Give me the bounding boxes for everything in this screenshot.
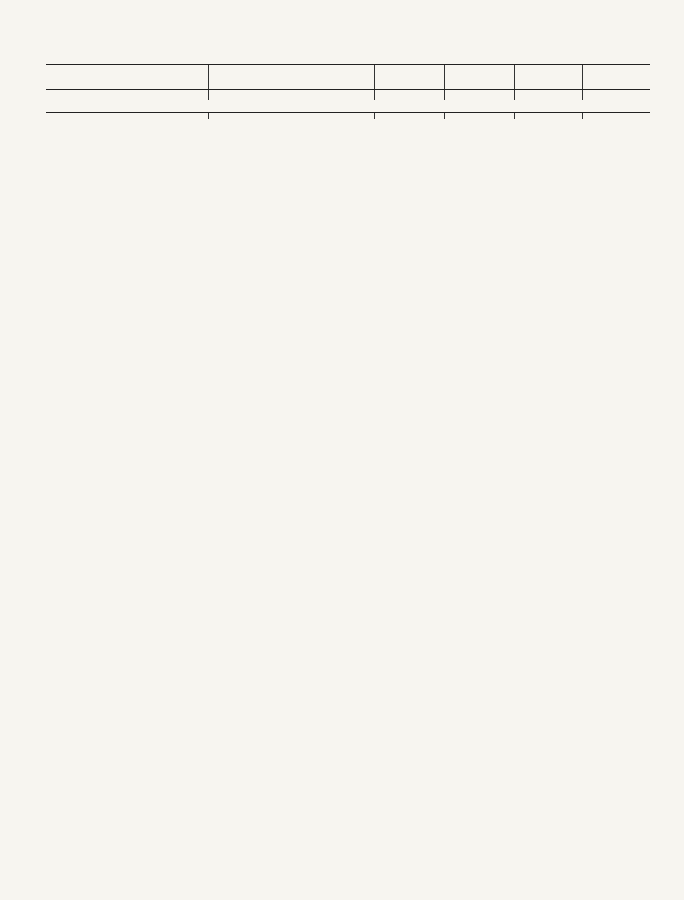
data-table xyxy=(46,64,650,119)
rows-top-section xyxy=(46,90,650,100)
column-header-row xyxy=(46,65,650,89)
rows-bottom-section xyxy=(46,113,650,119)
